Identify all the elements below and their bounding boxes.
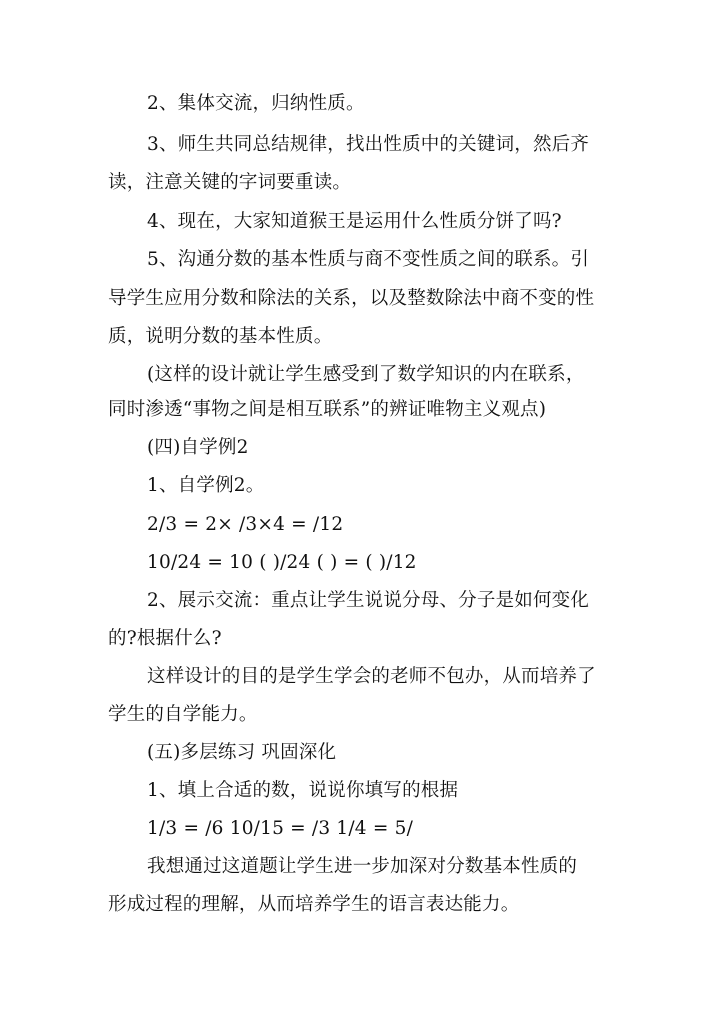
paragraph-line: 导学生应用分数和除法的关系，以及整数除法中商不变的性 xyxy=(108,288,595,309)
equation-line: 2/3 = 2× /3×4 = /12 xyxy=(147,514,344,535)
paragraph-line: 读，注意关键的字词要重读。 xyxy=(108,172,352,193)
paragraph-line: 1、自学例2。 xyxy=(147,475,265,496)
paragraph-line: 质，说明分数的基本性质。 xyxy=(108,326,333,347)
paragraph-line: 2、集体交流，归纳性质。 xyxy=(147,93,365,114)
paragraph-line: 4、现在，大家知道猴王是运用什么性质分饼了吗? xyxy=(147,211,562,232)
paragraph-line: 同时渗透“事物之间是相互联系”的辨证唯物主义观点) xyxy=(108,399,547,420)
paragraph-line: 1、填上合适的数，说说你填写的根据 xyxy=(147,780,459,801)
paragraph-line: 的?根据什么? xyxy=(108,628,222,649)
paragraph-line: 我想通过这道题让学生进一步加深对分数基本性质的 xyxy=(147,856,578,877)
equation-line: 10/24 = 10 ( )/24 ( ) = ( )/12 xyxy=(147,552,417,573)
section-heading: (四)自学例2 xyxy=(147,437,249,458)
paragraph-line: 这样设计的目的是学生学会的老师不包办，从而培养了 xyxy=(147,666,596,687)
paragraph-line: 2、展示交流：重点让学生说说分母、分子是如何变化 xyxy=(147,590,590,611)
equation-line: 1/3 = /6 10/15 = /3 1/4 = 5/ xyxy=(147,818,414,839)
paragraph-line: 5、沟通分数的基本性质与商不变性质之间的联系。引 xyxy=(147,249,590,270)
paragraph-line: 3、师生共同总结规律，找出性质中的关键词，然后齐 xyxy=(147,134,590,155)
section-heading: (五)多层练习 巩固深化 xyxy=(147,742,337,763)
paragraph-line: 学生的自学能力。 xyxy=(108,704,258,725)
paragraph-line: 形成过程的理解，从而培养学生的语言表达能力。 xyxy=(108,894,520,915)
paragraph-line: (这样的设计就让学生感受到了数学知识的内在联系， xyxy=(147,364,585,385)
